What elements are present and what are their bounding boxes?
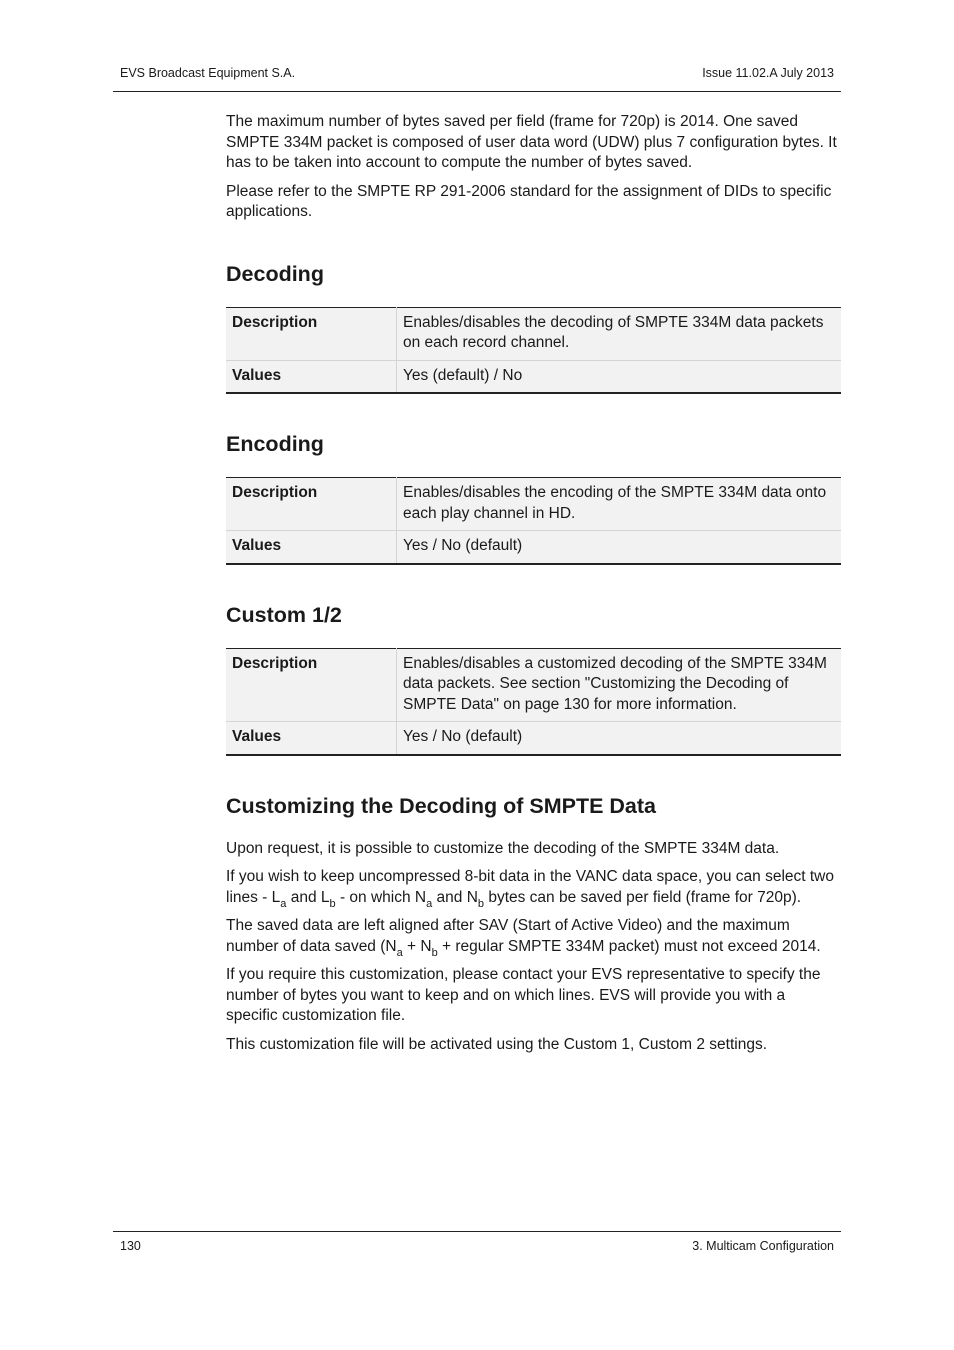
row-value: Enables/disables the encoding of the SMPTE 334M data onto each play channel in HD. <box>397 478 842 531</box>
table-row <box>226 648 841 722</box>
row-key: Values <box>226 722 397 755</box>
page-number: 130 <box>120 1239 141 1253</box>
row-key: Description <box>226 307 397 360</box>
row-key: Description <box>226 648 397 722</box>
custom-heading: Custom 1/2 <box>226 602 342 627</box>
row-key: Values <box>226 531 397 564</box>
customizing-paragraph-2: If you wish to keep uncompressed 8-bit data in the VANC data space, you can select two lines - $L_a$ and $L_b$ - on which $N_a$ and $N_b$ bytes can be saved per field (frame for 720p). <box>226 868 834 910</box>
table-row <box>226 531 841 564</box>
row-key: Description <box>226 478 397 531</box>
header-issue: Issue 11.02.A July 2013 <box>702 66 834 80</box>
chapter-title: 3. Multicam Configuration <box>692 1239 834 1253</box>
decoding-table <box>226 307 841 395</box>
row-value: Yes / No (default) <box>397 531 842 564</box>
customizing-paragraph-3: The saved data are left aligned after SAV (Start of Active Video) and the maximum number of data saved ($N_a + N_b$ + regular SMPTE 334M packet) must not exceed 2014. <box>226 917 821 959</box>
intro-paragraph-1: The maximum number of bytes saved per field (frame for 720p) is 2014. One saved SMPTE 334M packet is composed of user data word (UDW) plus 7 configuration bytes. It has to be taken into account to compute the number of bytes saved. <box>226 113 837 171</box>
row-key: Values <box>226 360 397 393</box>
intro-paragraph-2: Please refer to the SMPTE RP 291-2006 standard for the assignment of DIDs to specific applications. <box>226 182 832 220</box>
row-value: Yes (default) / No <box>397 360 842 393</box>
customizing-paragraph-5: This customization file will be activated using the Custom 1, Custom 2 settings. <box>226 1035 768 1053</box>
row-value: Enables/disables a customized decoding of the SMPTE 334M data packets. See section "Customizing the Decoding of SMPTE Data" on page 130 for more information. <box>397 648 842 722</box>
page-footer <box>113 1231 841 1253</box>
row-value: Enables/disables the decoding of SMPTE 334M data packets on each record channel. <box>397 307 842 360</box>
table-row <box>226 478 841 531</box>
custom-table <box>226 648 841 756</box>
encoding-table <box>226 477 841 565</box>
table-row <box>226 360 841 393</box>
page-content <box>226 112 841 1063</box>
table-row <box>226 307 841 360</box>
customizing-heading: Customizing the Decoding of SMPTE Data <box>226 793 657 818</box>
customizing-paragraph-4: If you require this customization, please contact your EVS representative to specify the number of bytes you want to keep and on which lines. EVS will provide you with a specific customization file. <box>226 966 821 1024</box>
header-company: EVS Broadcast Equipment S.A. <box>120 66 296 80</box>
row-value: Yes / No (default) <box>397 722 842 755</box>
table-row <box>226 722 841 755</box>
page-header <box>113 60 841 92</box>
encoding-heading: Encoding <box>226 432 324 456</box>
customizing-paragraph-1: Upon request, it is possible to customize the decoding of the SMPTE 334M data. <box>226 839 780 857</box>
decoding-heading: Decoding <box>226 261 324 286</box>
